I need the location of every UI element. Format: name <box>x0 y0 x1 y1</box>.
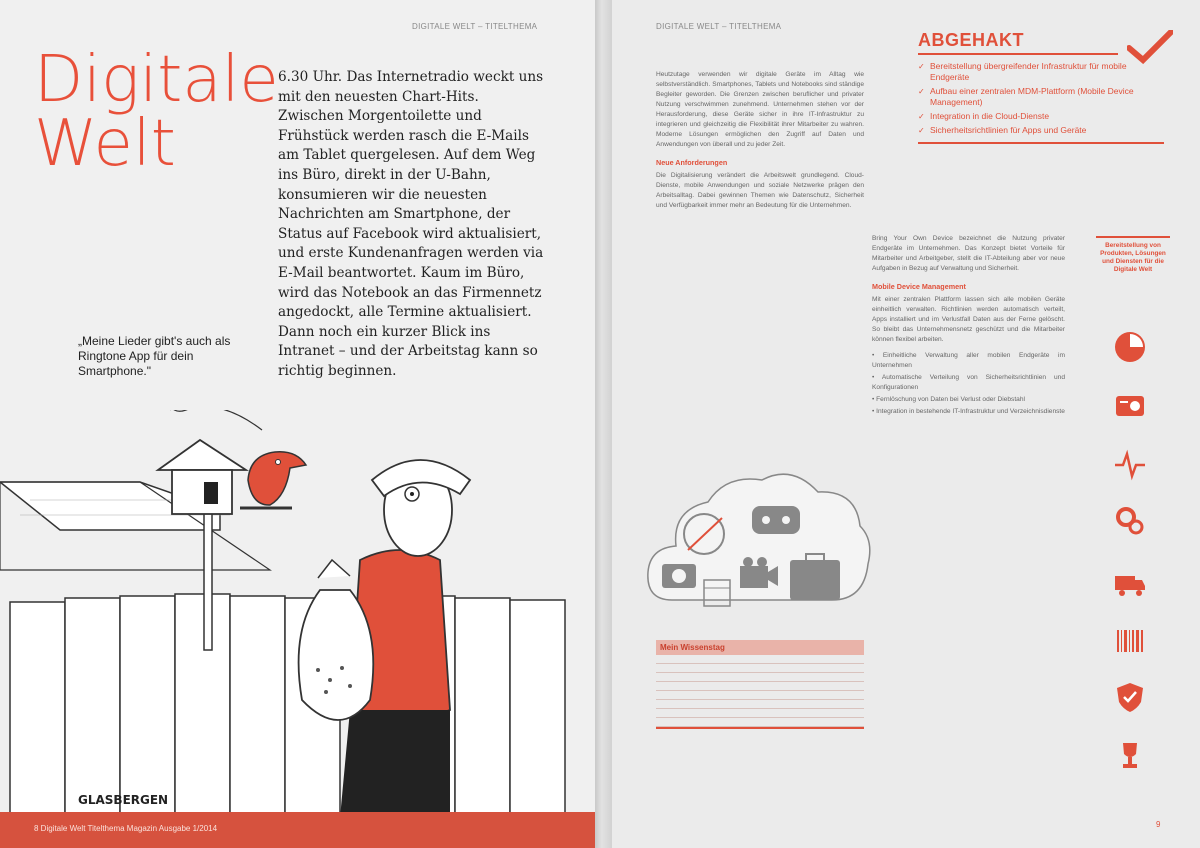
abgehakt-item: ✓ Aufbau einer zentralen MDM-Plattform (Mobile Device Management) <box>918 86 1168 108</box>
right-page <box>612 0 1200 848</box>
info-table <box>656 640 864 729</box>
camera-icon <box>662 564 696 588</box>
table-row <box>656 718 864 727</box>
shield-check-icon <box>1113 680 1147 714</box>
running-head-left: DIGITALE WELT – TITELTHEMA <box>412 22 538 31</box>
column-b-paragraph-2: Mit einer zentralen Plattform lassen sich alle mobilen Geräte einheitlich verwalten. Richtlinien werden automatisch verteilt, Apps installiert und im Verlustfall Daten aus der Ferne gelöscht. So bleibt das Unternehmensnetz geschützt und die Mitarbeiter können flexibel arbeiten. <box>872 296 1065 343</box>
footer-text: 8 Digitale Welt Titelthema Magazin Ausgabe 1/2014 <box>34 824 218 833</box>
table-row <box>656 700 864 709</box>
column-b-bullet: • Integration in bestehende IT-Infrastruktur und Verzeichnisdienste <box>872 408 1065 415</box>
footer-band <box>0 812 595 848</box>
cloud-illustration <box>642 460 872 620</box>
title-line-1: Digitale <box>34 43 279 117</box>
barcode-icon <box>1113 624 1147 658</box>
column-b-bullet-text: Fernlöschung von Daten bei Verlust oder Diebstahl <box>876 396 1025 403</box>
column-b-bullet-text: Automatische Verteilung von Sicherheitsrichtlinien und Konfigurationen <box>872 374 1065 391</box>
book-gutter <box>595 0 612 848</box>
column-a-paragraph-2: Die Digitalisierung verändert die Arbeitswelt grundlegend. Cloud-Dienste, mobile Anwendungen und soziale Netzwerke prägen den Arbeitsalltag. Dabei gewinnen Themen wie Datenschutz, Sicherheit und Verfügbarkeit immer mehr an Bedeutung für die Unternehmen. <box>656 172 864 209</box>
sidebar-box <box>1096 236 1170 274</box>
sidebar-head: Bereitstellung von Produkten, Lösungen und Diensten für die Digitale Welt <box>1100 242 1166 273</box>
checkmark-icon <box>1127 30 1173 64</box>
column-a-paragraph: Heutzutage verwenden wir digitale Geräte im Alltag wie selbstverständlich. Smartphones, Tablets und Notebooks sind ständige Begleiter geworden. Die Grenzen zwischen beruflicher und privater Nutzung verschwimmen zunehmend. Unternehmen stehen vor der Herausforderung, diese Geräte sicher in ihre IT-Infrastruktur zu integrieren und gleichzeitig die Flexibilität ihrer Mitarbeiter zu wahren. Moderne Lösungen ermöglichen den Zugriff auf Daten und Anwendungen von überall und zu jeder Zeit. <box>656 71 864 148</box>
running-head-right: DIGITALE WELT – TITELTHEMA <box>656 22 782 31</box>
abgehakt-rule-top <box>918 53 1118 55</box>
abgehakt-item: ✓ Integration in die Cloud-Dienste <box>918 111 1168 122</box>
abgehakt-rule-bottom <box>918 142 1164 144</box>
table-row <box>656 682 864 691</box>
table-row <box>656 673 864 682</box>
abgehakt-item: ✓ Sicherheitsrichtlinien für Apps und Geräte <box>918 125 1168 136</box>
pie-chart-icon <box>1113 330 1147 364</box>
page-title <box>34 43 279 181</box>
trophy-icon <box>1113 738 1147 772</box>
abgehakt-list <box>918 61 1168 136</box>
table-row <box>656 709 864 718</box>
sidebar-rule <box>1096 236 1170 238</box>
column-b-paragraph: Bring Your Own Device bezeichnet die Nutzung privater Endgeräte im Unternehmen. Das Konzept bietet Vorteile für Mitarbeiter und Arbeitgeber, stellt die IT-Abteilung aber vor neue Aufgaben in Bezug auf Verwaltung und Sicherheit. <box>872 235 1065 272</box>
column-a-subhead: Neue Anforderungen <box>656 158 728 167</box>
abgehakt-item: ✓ Bereitstellung übergreifender Infrastruktur für mobile Endgeräte <box>918 61 1168 83</box>
left-page <box>0 0 595 848</box>
title-line-2: Welt <box>34 107 176 181</box>
column-b-bullet: • Einheitliche Verwaltung aller mobilen Endgeräte im Unternehmen <box>872 352 1065 369</box>
cartoon-signature: GLASBERGEN <box>78 793 169 807</box>
body-column-a <box>656 70 864 213</box>
intro-text: 6.30 Uhr. Das Internetradio weckt uns mit den neuesten Chart-Hits. Zwischen Morgentoilette und Frühstück werden rasch die E-Mails am Tablet quergelesen. Auf dem Weg ins Büro, direkt in der U-Bahn, konsumieren wir die neuesten Nachrichten am Smartphone, der Status auf Facebook wird aktualisiert, und erste Kundenanfragen werden via E-Mail beantwortet. Kaum im Büro, wird das Notebook an das Firmennetz angedockt, alle Termine aktualisiert. Dann noch ein kurzer Blick ins Intranet – und der Arbeitstag kann so richtig beginnen. <box>278 69 544 379</box>
info-table-rule <box>656 727 864 729</box>
table-row <box>656 655 864 664</box>
table-row <box>656 691 864 700</box>
cartoon-illustration <box>0 410 595 818</box>
truck-icon <box>1113 566 1147 600</box>
gears-icon <box>1113 504 1147 538</box>
page-number: 9 <box>1156 820 1161 829</box>
column-b-bullet-text: Einheitliche Verwaltung aller mobilen Endgeräte im Unternehmen <box>872 352 1065 369</box>
column-b-bullet: • Automatische Verteilung von Sicherheitsrichtlinien und Konfigurationen <box>872 374 1065 391</box>
gamepad-icon <box>752 506 800 534</box>
briefcase-icon <box>790 554 840 600</box>
table-row <box>656 664 864 673</box>
abgehakt-title: ABGEHAKT <box>918 30 1024 50</box>
column-b-bullet-text: Integration in bestehende IT-Infrastruktur und Verzeichnisdienste <box>876 408 1065 415</box>
info-table-title: Mein Wissenstag <box>656 640 864 655</box>
column-b-subhead: Mobile Device Management <box>872 282 966 291</box>
cartoon-quote: „Meine Lieder gibt's auch als Ringtone App für dein Smartphone." <box>78 334 231 378</box>
pulse-icon <box>1113 448 1147 482</box>
column-b-bullet: • Fernlöschung von Daten bei Verlust oder Diebstahl <box>872 396 1025 403</box>
body-column-b <box>872 234 1065 419</box>
radio-icon <box>1113 388 1147 422</box>
